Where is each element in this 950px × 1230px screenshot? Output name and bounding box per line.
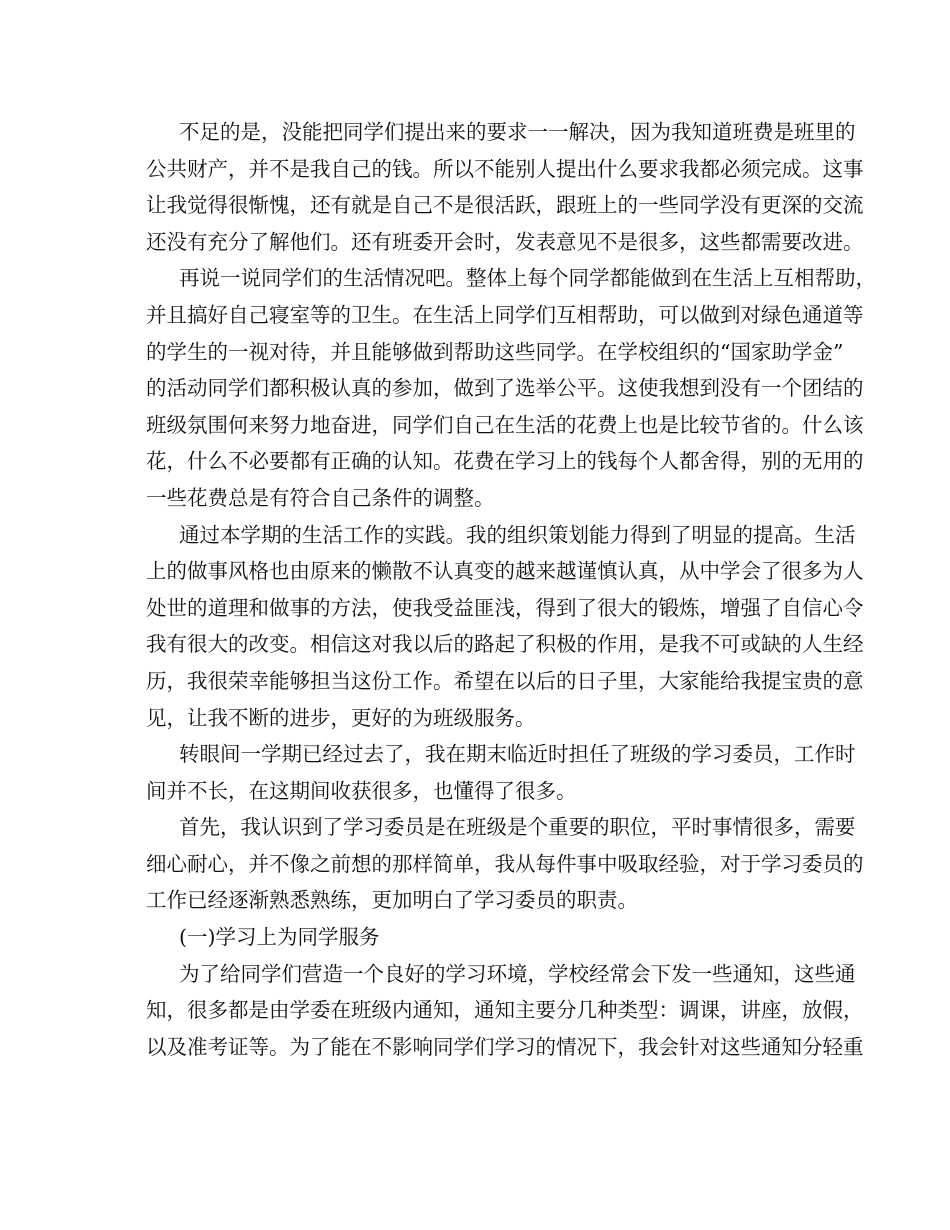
text-line: 通过本学期的生活工作的实践。我的组织策划能力得到了明显的提高。生活: [179, 522, 856, 547]
text-line: 间并不长，在这期间收获很多，也懂得了很多。: [146, 778, 577, 803]
text-line: 工作已经逐渐熟悉熟练，更加明白了学习委员的职责。: [146, 888, 638, 913]
text-line: 处世的道理和做事的方法，使我受益匪浅，得到了很大的锻炼，增强了自信心令: [146, 595, 864, 620]
text-line: 一些花费总是有符合自己条件的调整。: [146, 485, 495, 510]
text-line: 历，我很荣幸能够担当这份工作。希望在以后的日子里，大家能给我提宝贵的意: [146, 668, 864, 693]
text-line: 还没有充分了解他们。还有班委开会时，发表意见不是很多，这些都需要改进。: [146, 229, 864, 254]
text-line: 知，很多都是由学委在班级内通知，通知主要分几种类型：调课，讲座，放假，: [146, 998, 864, 1023]
text-line: 上的做事风格也由原来的懒散不认真变的越来越谨慎认真，从中学会了很多为人: [146, 559, 864, 584]
text-line: 公共财产，并不是我自己的钱。所以不能别人提出什么要求我都必须完成。这事: [146, 156, 864, 181]
text-line: 的学生的一视对待，并且能够做到帮助这些同学。在学校组织的“国家助学金”: [146, 339, 844, 364]
text-line: 见，让我不断的进步，更好的为班级服务。: [146, 705, 536, 730]
text-line: 首先，我认识到了学习委员是在班级是个重要的职位，平时事情很多，需要: [179, 815, 856, 840]
text-line: 以及准考证等。为了能在不影响同学们学习的情况下，我会针对这些通知分轻重: [146, 1034, 864, 1059]
text-line: 我有很大的改变。相信这对我以后的路起了积极的作用，是我不可或缺的人生经: [146, 632, 864, 657]
text-line: 不足的是，没能把同学们提出来的要求一一解决，因为我知道班费是班里的: [179, 120, 856, 144]
text-line: 花，什么不必要都有正确的认知。花费在学习上的钱每个人都舍得，别的无用的: [146, 449, 864, 474]
text-line: 的活动同学们都积极认真的参加，做到了选举公平。这使我想到没有一个团结的: [146, 376, 864, 401]
text-line: 并且搞好自己寝室等的卫生。在生活上同学们互相帮助，可以做到对绿色通道等: [146, 302, 864, 327]
text-line: 班级氛围何来努力地奋进，同学们自己在生活的花费上也是比较节省的。什么该: [146, 412, 864, 437]
text-line: 为了给同学们营造一个良好的学习环境，学校经常会下发一些通知，这些通: [179, 961, 856, 986]
text-line: (一)学习上为同学服务: [179, 925, 380, 950]
text-line: 再说一说同学们的生活情况吧。整体上每个同学都能做到在生活上互相帮助，: [179, 266, 876, 291]
text-line: 转眼间一学期已经过去了，我在期末临近时担任了班级的学习委员，工作时: [179, 742, 856, 767]
text-line: 细心耐心，并不像之前想的那样简单，我从每件事中吸取经验，对于学习委员的: [146, 851, 864, 876]
document-body: [146, 114, 876, 1065]
text-line: 让我觉得很惭愧，还有就是自己不是很活跃，跟班上的一些同学没有更深的交流: [146, 193, 864, 218]
